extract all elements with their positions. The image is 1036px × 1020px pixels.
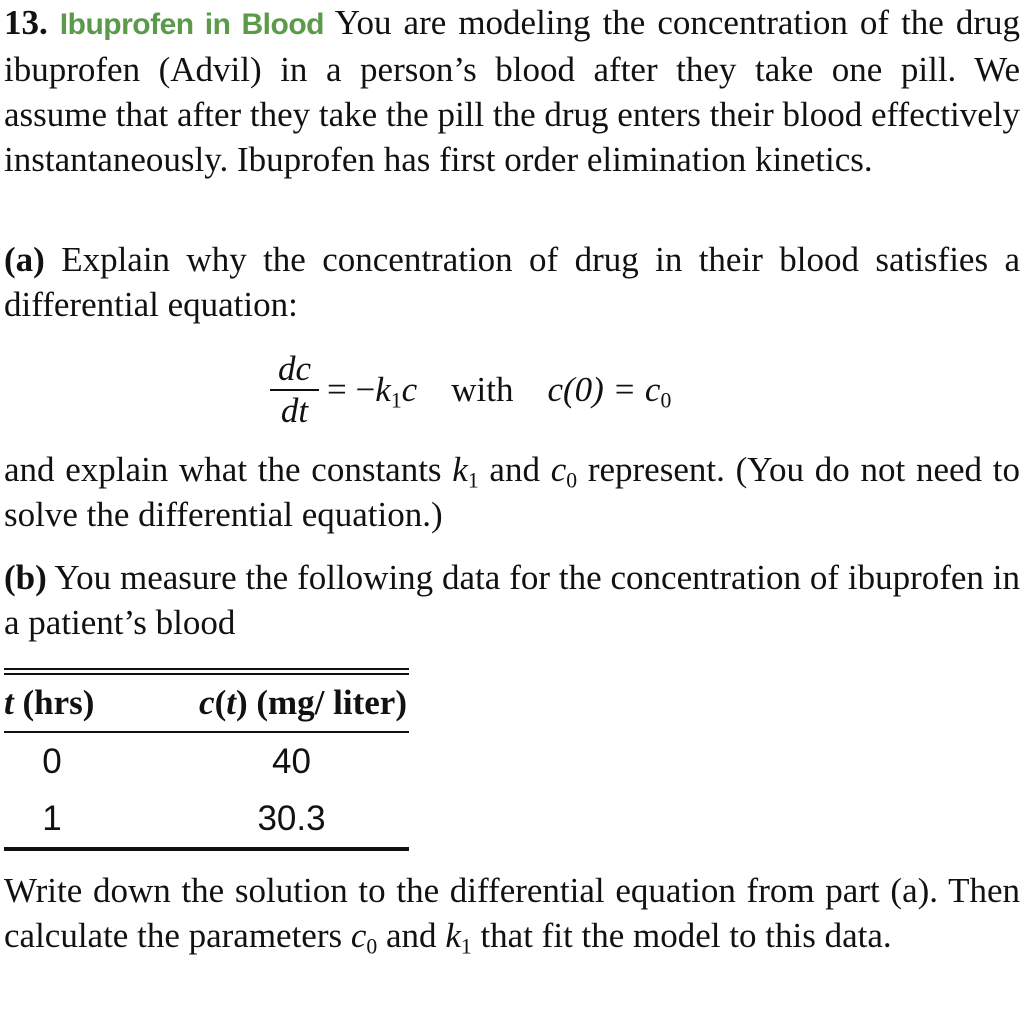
table-header-row (4, 675, 409, 733)
header-t-unit: (hrs) (13, 683, 95, 722)
problem-intro (4, 0, 1020, 182)
problem-number: 13. (4, 3, 48, 42)
table-header-concentration (114, 683, 409, 723)
equation-c0: c (644, 370, 661, 409)
header-c-arg: t (226, 683, 236, 722)
part-a-text: Explain why the concentration of drug in their blood satisfies a differential equation: (4, 240, 1020, 324)
table-row (4, 790, 409, 847)
part-b-label: (b) (4, 558, 47, 597)
part-a-c-sub: 0 (566, 468, 578, 493)
table-cell-concentration: 30.3 (257, 798, 326, 838)
table-row (4, 733, 409, 790)
table-header-time (4, 683, 114, 723)
equation-k: k (375, 370, 391, 409)
fraction-numerator: dc (278, 349, 312, 388)
table-cell-time: 0 (42, 741, 62, 781)
part-b-k-sub: 1 (460, 934, 472, 959)
equation-rhs (327, 370, 418, 413)
equation-ic-left: c(0) = (547, 370, 645, 409)
header-c-unit: (mg/ liter) (247, 683, 407, 722)
header-c-paren-close: ) (235, 683, 248, 722)
table-cell-time: 1 (42, 798, 62, 838)
header-t-var: t (4, 683, 14, 722)
equation-rhs-prefix: = − (327, 370, 376, 409)
part-a-prompt (4, 237, 1020, 327)
equation-initial-condition (547, 370, 672, 413)
part-a-followup-text-2: and (478, 450, 551, 489)
equation-with: with (451, 370, 514, 409)
part-b-text: You measure the following data for the concentration of ibuprofen in a patient’s blood (4, 558, 1020, 642)
problem-intro-text: You are modeling the concentration of the drug ibuprofen (Advil) in a person’s blood after they take one pill. We assume that after they take the pill the drug enters their blood effectively instantaneously. Ibuprofen has first order elimination kinetics. (4, 3, 1021, 179)
part-a-followup (4, 447, 1020, 537)
differential-equation (270, 345, 671, 435)
part-a-k-sub: 1 (467, 468, 479, 493)
part-a-followup-text-3: represent. (You do not need to solve the differential equation.) (4, 450, 1020, 534)
part-b-c: c (350, 916, 367, 955)
table-cell-concentration: 40 (272, 741, 311, 781)
part-b-followup (4, 868, 1020, 958)
table-top-rule (4, 668, 409, 675)
problem-title: Ibuprofen in Blood (59, 8, 324, 41)
part-b-followup-text-1: Write down the solution to the differential equation from part (a). Then calculate the parameters (4, 871, 1020, 955)
part-b-followup-text-2: and (377, 916, 446, 955)
part-a-c: c (550, 450, 567, 489)
part-a-label: (a) (4, 240, 45, 279)
data-table (4, 668, 409, 851)
part-b-c-sub: 0 (366, 934, 378, 959)
derivative-fraction (270, 349, 319, 431)
equation-k-sub: 1 (390, 388, 402, 413)
header-c-var: c (199, 683, 215, 722)
part-b-k: k (445, 916, 461, 955)
fraction-denominator: dt (280, 391, 309, 430)
part-a-k: k (452, 450, 468, 489)
header-c-paren-open: ( (214, 683, 227, 722)
part-b-followup-text-3: that fit the model to this data. (471, 916, 892, 955)
table-bottom-rule (4, 847, 409, 851)
equation-c0-sub: 0 (660, 388, 672, 413)
equation-c: c (401, 370, 418, 409)
part-a-followup-text-1: and explain what the constants (4, 450, 453, 489)
part-b-prompt (4, 555, 1020, 645)
